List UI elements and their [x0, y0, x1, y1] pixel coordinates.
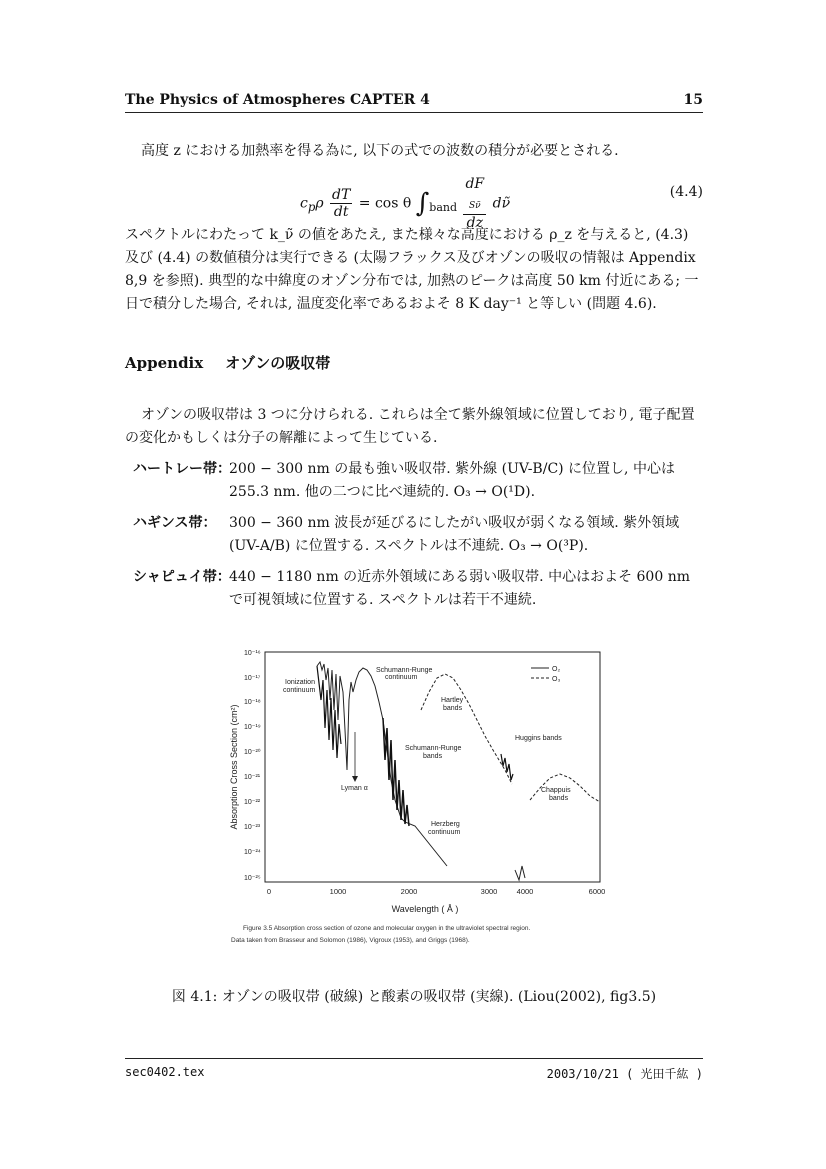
band-term: シャピュイ帯： — [133, 569, 231, 585]
absorption-figure — [225, 640, 615, 956]
band-definition-list — [125, 458, 703, 620]
inner-caption-line-2: Data taken from Brasseur and Solomon (1986), Vigroux (1953), and Griggs (1968). — [231, 937, 470, 944]
header-title: The Physics of Atmospheres CAPTER 4 — [125, 92, 430, 108]
annotation-sr-bands: Schumann-Runge — [405, 745, 462, 752]
figure-caption: 図 4.1: オゾンの吸収帯 (破線) と酸素の吸収帯 (実線). (Liou(2002), fig3.5) — [171, 989, 657, 1005]
annotation-chappuis: Chappuis — [541, 787, 571, 794]
y-tick: 10⁻¹⁸ — [244, 699, 261, 706]
eq-cos: = cos θ — [358, 195, 412, 212]
inner-caption-line-1: Figure 3.5 Absorption cross section of ozone and molecular oxygen in the ultraviolet spectral region. — [243, 925, 531, 932]
plot-annotations — [283, 667, 571, 836]
annotation-ionization: Ionization — [285, 679, 315, 686]
eq-int-sub: band — [429, 201, 458, 215]
paragraph-2: スペクトルにわたって k_ν̃ の値をあたえ, また様々な高度における ρ_z を与えると, (4.3) 及び (4.4) の数値積分は実行できる (太陽フラックス及びオゾンの吸収の情報は Appendix 8,9 を参照). 典型的な中緯度のオゾン分布では, 加熱のピークは高度 50 km 付近にある; 一日で積分した場合, それは, 温度変化率であるおよそ 8 K day⁻¹ と等しい (問題 4.6). — [125, 227, 699, 312]
eq-df: dF — [465, 176, 485, 192]
legend-o2-label: O₂ — [552, 666, 561, 673]
x-axis-label: Wavelength ( Å ) — [391, 904, 459, 914]
band-item-chappuis — [125, 566, 703, 612]
intro-paragraph: 高度 z における加熱率を得る為に, 以下の式での波数の積分が必要とされる. — [141, 143, 619, 159]
y-tick: 10⁻²⁰ — [244, 749, 261, 756]
band-item-hartley — [125, 458, 703, 504]
eq-num: dT — [332, 186, 351, 203]
y-axis-label: Absorption Cross Section (cm²) — [229, 704, 239, 830]
paragraph-3: オゾンの吸収帯は 3 つに分けられる. これらは全て紫外線領域に位置しており, 電子配置の変化かもしくは分子の解離によって生じている. — [125, 407, 695, 446]
band-term: ハギンス帯： — [133, 515, 217, 531]
schumann-runge-bands-trace — [383, 718, 409, 826]
footer-date-author: 2003/10/21 ( 光田千紘 ) — [546, 1067, 703, 1081]
annotation-chappuis-2: bands — [549, 795, 569, 802]
x-tick-labels — [267, 887, 605, 896]
eq-c-sub: p — [307, 200, 316, 215]
eq-rho: ρ — [315, 195, 324, 212]
eq-frac-dfdz — [463, 176, 486, 231]
y-tick: 10⁻²¹ — [244, 774, 261, 781]
absorption-cross-section-plot — [225, 640, 615, 956]
axis-break-mark — [515, 866, 525, 880]
eq-frac-dtdt — [330, 187, 352, 220]
lyman-alpha-arrowhead — [352, 776, 358, 782]
eq-den: dt — [333, 203, 349, 220]
x-tick: 4000 — [516, 887, 534, 896]
section-label: Appendix — [125, 354, 204, 372]
annotation-sr-continuum: Schumann-Runge — [376, 667, 433, 674]
equation-body — [300, 176, 510, 231]
band-desc: 300 − 360 nm 波長が延びるにしたがい吸収が弱くなる領域. 紫外領域 (UV-A/B) に位置する. スペクトルは不連続. O₃ → O(³P). — [229, 515, 680, 554]
annotation-sr-bands-2: bands — [423, 753, 443, 760]
band-desc: 440 − 1180 nm の近赤外領域にある弱い吸収帯. 中心はおよそ 600 nm で可視領域に位置する. スペクトルは若干不連続. — [229, 569, 690, 608]
o3-hartley-huggins-curve — [421, 674, 512, 784]
y-tick: 10⁻²⁴ — [244, 849, 261, 856]
eq-c: c — [300, 195, 308, 212]
legend-o3-label: O₃ — [552, 676, 561, 683]
y-tick-labels — [244, 650, 261, 882]
annotation-hartley: Hartley — [441, 697, 464, 704]
y-tick: 10⁻¹⁷ — [244, 675, 261, 682]
annotation-hartley-2: bands — [443, 705, 463, 712]
x-tick: 3000 — [480, 887, 498, 896]
x-tick: 6000 — [588, 887, 606, 896]
band-term: ハートレー帯： — [133, 461, 231, 477]
equation-4-4 — [125, 170, 703, 231]
eq-df-sub: Sν̃ — [468, 200, 481, 211]
footer-filename: sec0402.tex — [125, 1065, 205, 1079]
integral-sign: ∫ — [415, 188, 430, 219]
eq-dz: dz — [466, 214, 483, 231]
eq-dnu: dν̃ — [492, 195, 511, 212]
legend — [531, 666, 560, 683]
y-tick: 10⁻²² — [244, 799, 261, 806]
running-footer — [125, 1058, 703, 1081]
section-heading — [125, 352, 330, 373]
annotation-lyman-alpha: Lyman α — [341, 785, 368, 792]
x-tick: 2000 — [400, 887, 418, 896]
annotation-ionization-2: continuum — [283, 687, 316, 694]
eq-rhs-num — [463, 176, 486, 215]
annotation-huggins: Huggins bands — [515, 735, 562, 742]
y-tick: 10⁻¹⁶ — [244, 650, 261, 657]
y-tick: 10⁻²³ — [244, 824, 261, 831]
equation-number: (4.4) — [669, 184, 703, 200]
section-title: オゾンの吸収帯 — [225, 354, 331, 372]
x-tick: 0 — [266, 887, 272, 896]
annotation-sr-continuum-2: continuum — [385, 674, 418, 681]
annotation-herzberg-2: continuum — [428, 829, 461, 836]
annotation-herzberg: Herzberg — [431, 821, 460, 828]
band-desc: 200 − 300 nm の最も強い吸収帯. 紫外線 (UV-B/C) に位置し, 中心は 255.3 nm. 他の二つに比べ連続的. O₃ → O(¹D). — [229, 461, 675, 500]
band-item-huggins — [125, 512, 703, 558]
y-tick: 10⁻²⁵ — [244, 875, 261, 882]
y-tick: 10⁻¹⁹ — [244, 724, 261, 731]
page-number: 15 — [683, 92, 703, 108]
x-tick: 1000 — [329, 887, 347, 896]
running-header — [125, 90, 703, 113]
